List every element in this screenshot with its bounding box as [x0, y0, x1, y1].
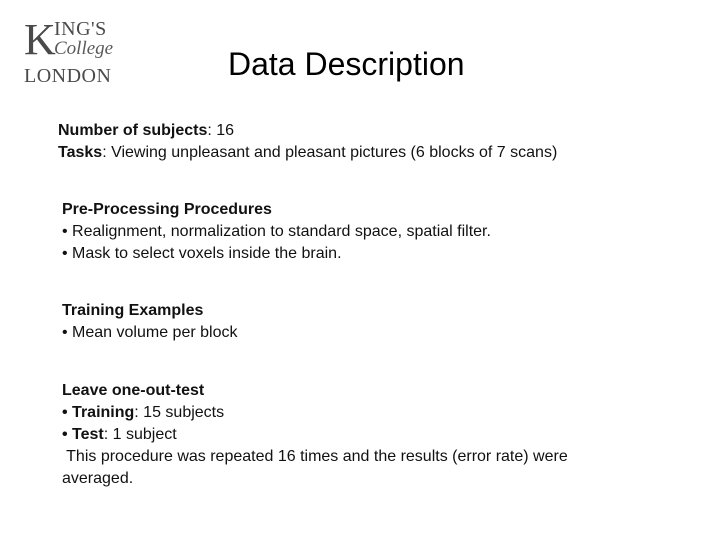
logo-letter-k: K	[24, 15, 56, 64]
training-label: • Training	[62, 404, 135, 421]
slide-title: Data Description	[228, 46, 465, 82]
preprocessing-item: • Mask to select voxels inside the brain.	[62, 245, 342, 262]
training-subjects-line	[62, 402, 224, 424]
subjects-line	[58, 120, 234, 142]
preprocessing-heading: Pre-Processing Procedures	[62, 201, 272, 218]
training-examples-heading: Training Examples	[62, 302, 204, 319]
procedure-note-line-2: averaged.	[62, 470, 134, 487]
subjects-label: Number of subjects	[58, 122, 208, 139]
logo-college: College	[54, 38, 114, 59]
kings-college-london-logo	[24, 15, 124, 87]
procedure-note-line-1: This procedure was repeated 16 times and the results (error rate) were	[62, 448, 568, 465]
leave-one-out-heading: Leave one-out-test	[62, 382, 205, 399]
test-value: : 1 subject	[103, 426, 177, 443]
test-label: • Test	[62, 426, 104, 443]
logo-kings: ING'S	[54, 18, 107, 40]
preprocessing-item: • Realignment, normalization to standard space, spatial filter.	[62, 223, 491, 240]
tasks-label: Tasks	[58, 144, 103, 161]
training-value: : 15 subjects	[134, 404, 225, 421]
subjects-value: : 16	[207, 122, 235, 139]
tasks-value: : Viewing unpleasant and pleasant pictures (6 blocks of 7 scans)	[102, 144, 558, 161]
test-subjects-line	[62, 424, 177, 446]
tasks-line	[58, 142, 557, 164]
logo-london: LONDON	[24, 65, 112, 87]
training-examples-item: • Mean volume per block	[62, 324, 238, 341]
